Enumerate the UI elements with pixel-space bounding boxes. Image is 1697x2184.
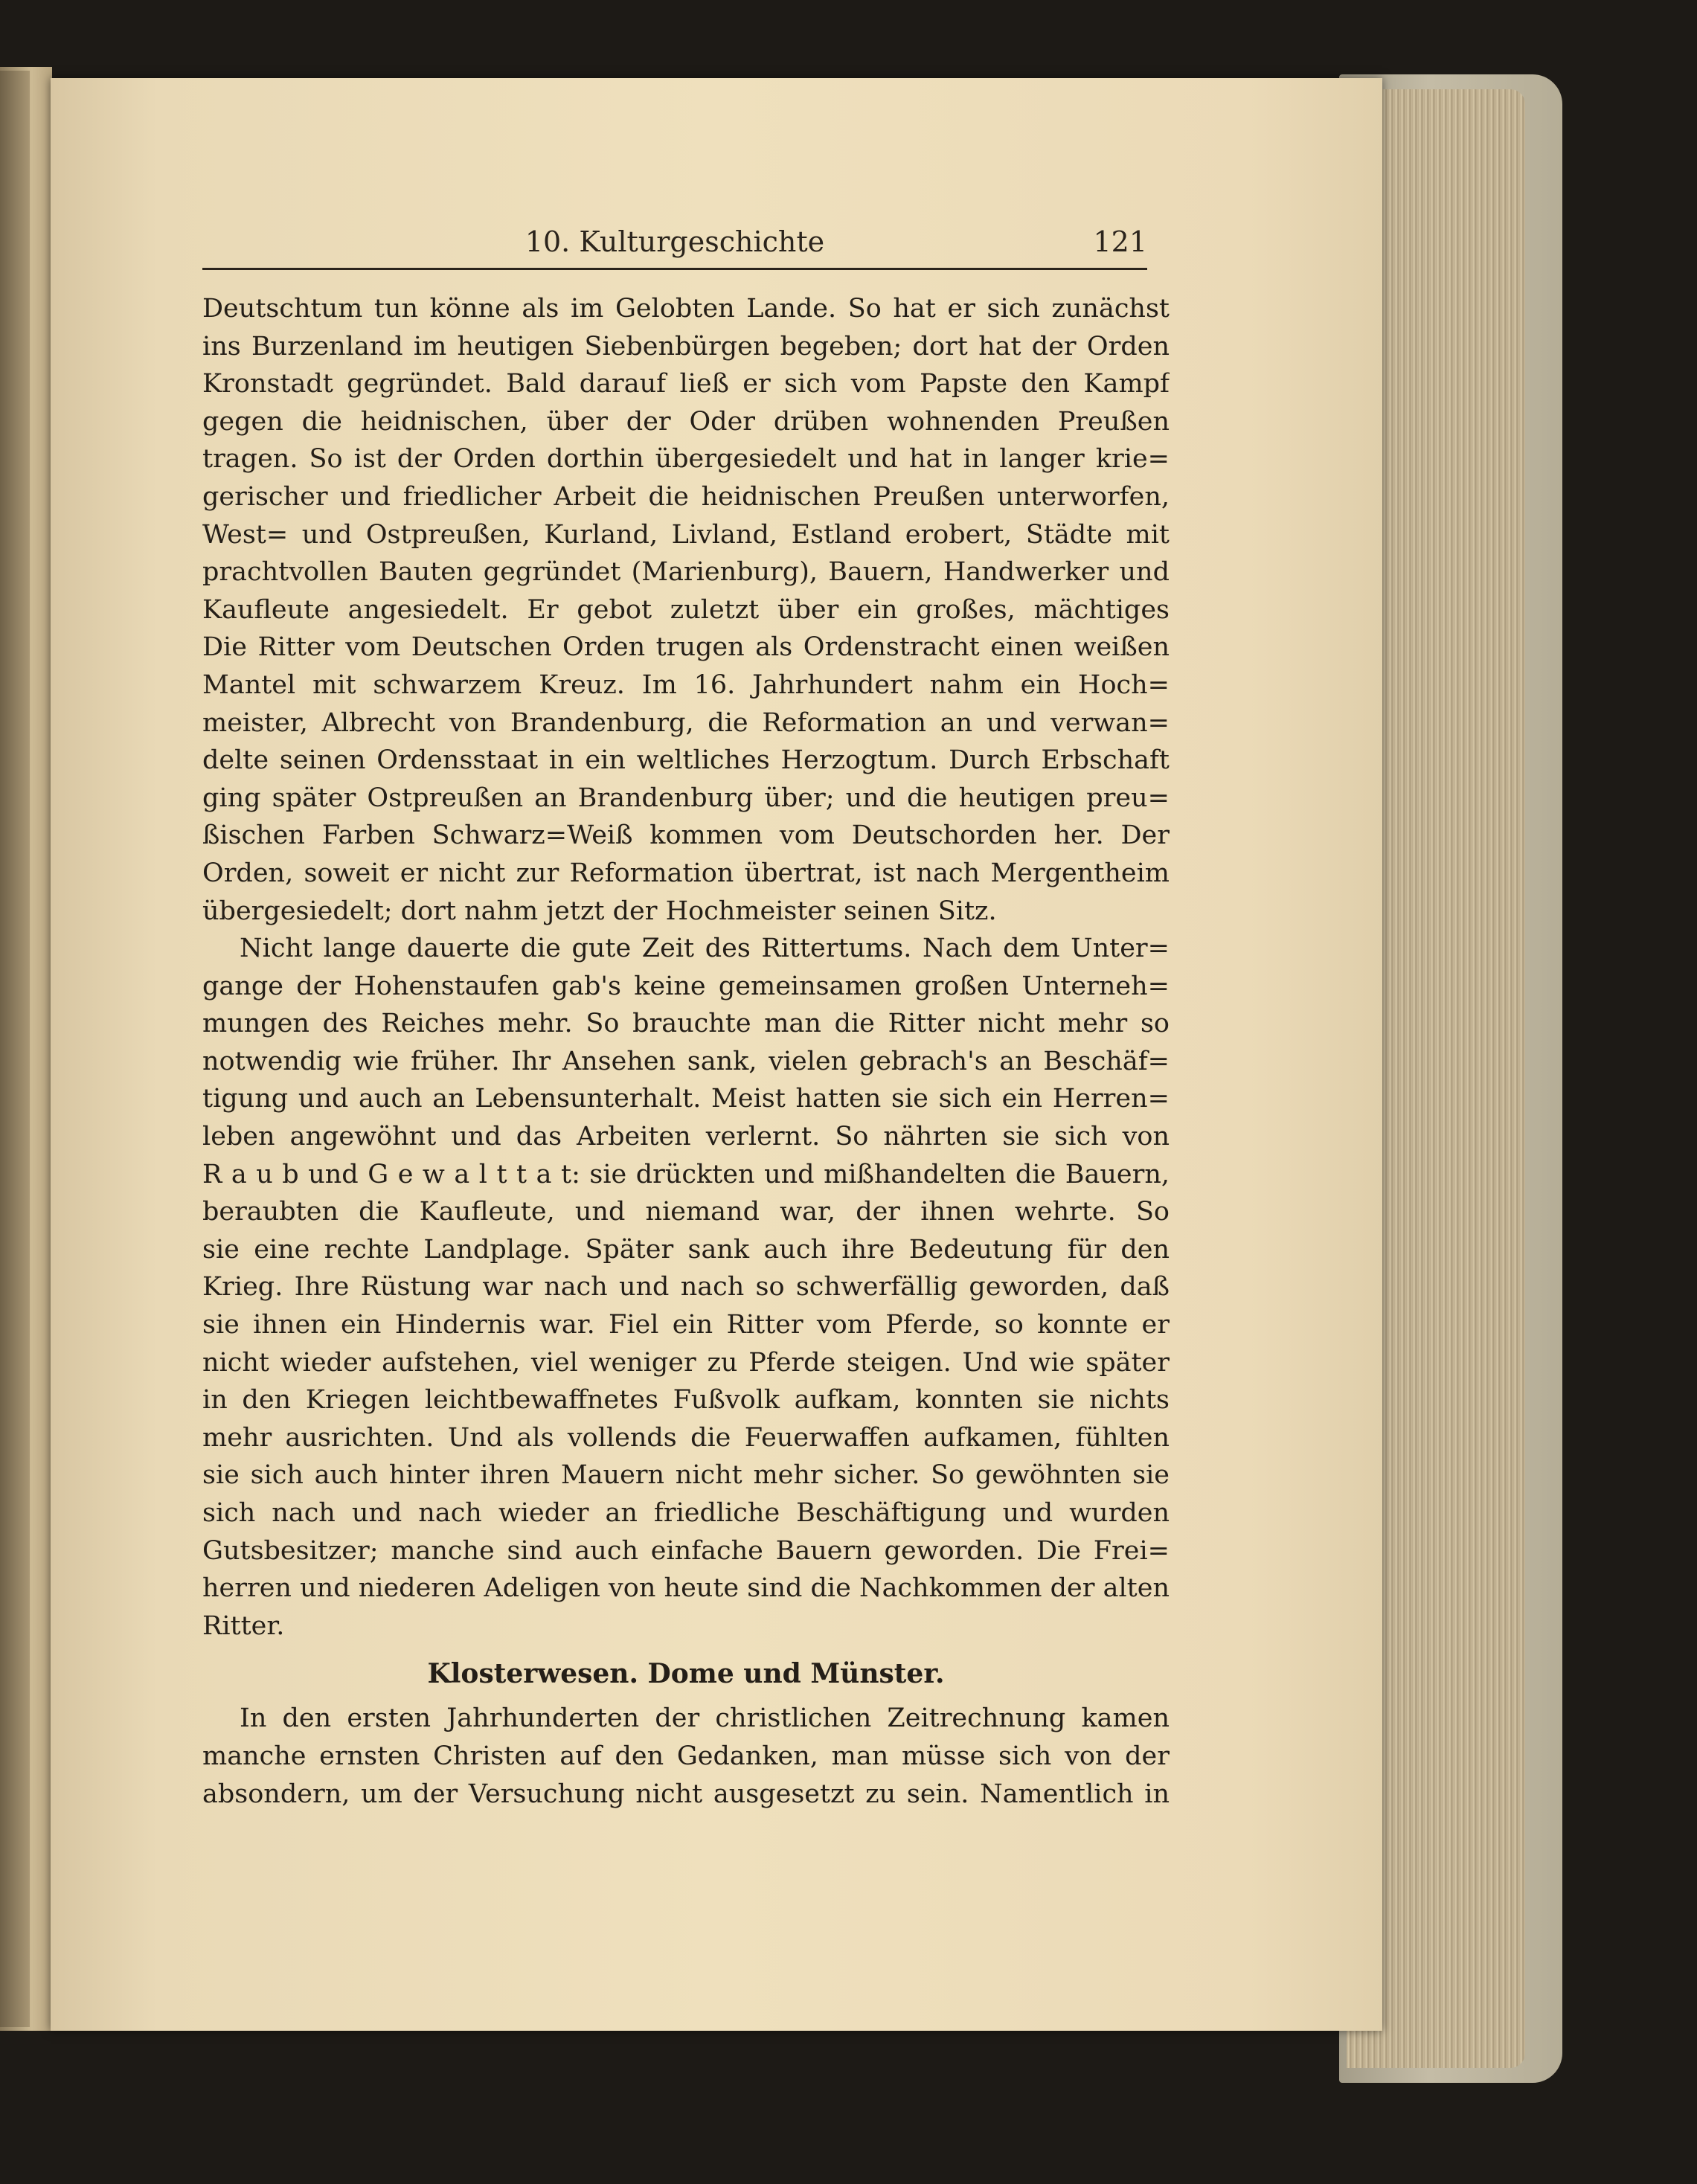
text-line: meister, Albrecht von Brandenburg, die Reformation an und verwan= xyxy=(202,707,1170,738)
paragraph-2 xyxy=(202,930,1170,1645)
text-line: manche ernsten Christen auf den Gedanken, man müsse sich von der xyxy=(202,1741,1170,1771)
text-line: sich nach und nach wieder an friedliche Beschäftigung und wurden xyxy=(202,1498,1170,1528)
text-line: ging später Ostpreußen an Brandenburg über; und die heutigen preu= xyxy=(202,783,1170,813)
paragraph-1 xyxy=(202,290,1170,930)
text-line: Krieg. Ihre Rüstung war nach und nach so schwerfällig geworden, daß xyxy=(202,1272,1170,1303)
text-line: delte seinen Ordensstaat in ein weltliches Herzogtum. Durch Erbschaft xyxy=(202,745,1170,776)
text-line: Orden, soweit er nicht zur Reformation übertrat, ist nach Mergentheim xyxy=(202,858,1170,888)
text-line: gange der Hohenstaufen gab's keine gemeinsamen großen Unterneh= xyxy=(202,971,1170,1001)
text-line: Mantel mit schwarzem Kreuz. Im 16. Jahrhundert nahm ein Hoch= xyxy=(202,669,1170,700)
previous-page-strip xyxy=(0,71,30,2027)
text-line: Die Ritter vom Deutschen Orden trugen als Ordenstracht einen weißen xyxy=(202,632,1170,663)
running-title: 10. Kulturgeschichte xyxy=(525,225,825,258)
text-line: ßischen Farben Schwarz=Weiß kommen vom Deutschorden her. Der xyxy=(202,820,1170,851)
text-line: Kaufleute angesiedelt. Er gebot zuletzt über ein großes, mächtiges xyxy=(202,594,1170,625)
text-line: mehr ausrichten. Und als vollends die Feuerwaffen aufkamen, fühlten xyxy=(202,1422,1170,1453)
text-line: R a u b und G e w a l t t a t: sie drückten und mißhandelten die Bauern, xyxy=(202,1159,1170,1189)
text-line: Gutsbesitzer; manche sind auch einfache Bauern geworden. Die Frei= xyxy=(202,1535,1170,1566)
text-line: sie ihnen ein Hindernis war. Fiel ein Ritter vom Pferde, so konnte er xyxy=(202,1310,1170,1340)
text-line: leben angewöhnt und das Arbeiten verlernt. So nährten sie sich von xyxy=(202,1122,1170,1152)
text-line: herren und niederen Adeligen von heute sind die Nachkommen der alten xyxy=(202,1573,1170,1604)
text-line: nicht wieder aufstehen, viel weniger zu Pferde steigen. Und wie später xyxy=(202,1347,1170,1378)
text-line: ins Burzenland im heutigen Siebenbürgen begeben; dort hat der Orden xyxy=(202,331,1170,362)
text-line: tragen. So ist der Orden dorthin übergesiedelt und hat in langer krie= xyxy=(202,444,1170,475)
text-line: tigung und auch an Lebensunterhalt. Meist hatten sie sich ein Herren= xyxy=(202,1084,1170,1114)
paragraph-3 xyxy=(202,1700,1170,1813)
body-text xyxy=(202,290,1170,1813)
text-line: Ritter. xyxy=(202,1610,285,1641)
section-heading: Klosterwesen. Dome und Münster. xyxy=(427,1658,945,1690)
text-line: In den ersten Jahrhunderten der christlichen Zeitrechnung kamen xyxy=(240,1703,1170,1734)
text-line: beraubten die Kaufleute, und niemand war, der ihnen wehrte. So xyxy=(202,1197,1170,1227)
text-line: übergesiedelt; dort nahm jetzt der Hochmeister seinen Sitz. xyxy=(202,896,997,926)
text-line: Kronstadt gegründet. Bald darauf ließ er sich vom Papste den Kampf xyxy=(202,369,1170,399)
page-header xyxy=(202,223,1147,270)
text-line: sie eine rechte Landplage. Später sank auch ihre Bedeutung für den xyxy=(202,1234,1170,1265)
text-line: prachtvollen Bauten gegründet (Marienburg), Bauern, Handwerker und xyxy=(202,557,1170,588)
text-line: West= und Ostpreußen, Kurland, Livland, Estland erobert, Städte mit xyxy=(202,519,1170,550)
text-line: gerischer und friedlicher Arbeit die heidnischen Preußen unterworfen, xyxy=(202,481,1170,512)
page-number: 121 xyxy=(1093,225,1147,258)
text-line: Deutschtum tun könne als im Gelobten Lande. So hat er sich zunächst xyxy=(202,294,1170,324)
text-line: mungen des Reiches mehr. So brauchte man die Ritter nicht mehr so xyxy=(202,1009,1170,1039)
text-line: sie sich auch hinter ihren Mauern nicht mehr sicher. So gewöhnten sie xyxy=(202,1460,1170,1491)
text-line: notwendig wie früher. Ihr Ansehen sank, vielen gebrach's an Beschäf= xyxy=(202,1046,1170,1076)
text-line: in den Kriegen leichtbewaffnetes Fußvolk aufkam, konnten sie nichts xyxy=(202,1385,1170,1416)
text-line: Nicht lange dauerte die gute Zeit des Rittertums. Nach dem Unter= xyxy=(240,934,1170,964)
text-line: gegen die heidnischen, über der Oder drüben wohnenden Preußen xyxy=(202,406,1170,437)
text-line: absondern, um der Versuchung nicht ausgesetzt zu sein. Namentlich in xyxy=(202,1779,1170,1809)
